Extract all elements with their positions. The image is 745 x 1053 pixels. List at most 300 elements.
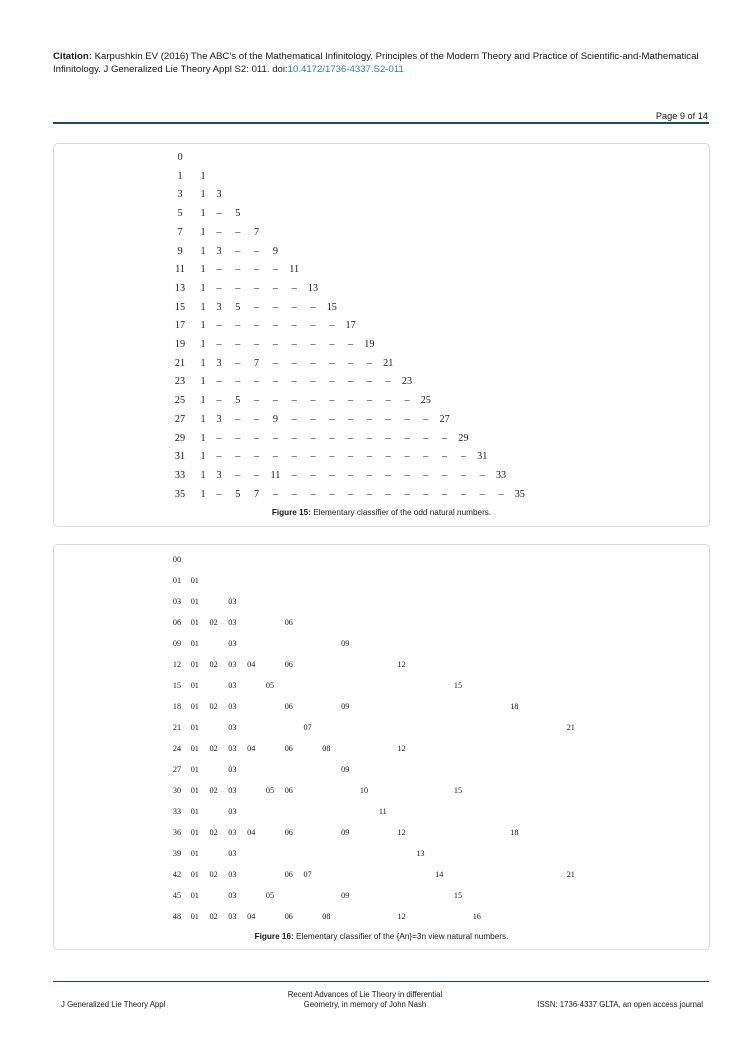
figure-15-caption-label: Figure 15: — [271, 508, 311, 517]
divisor-cell: 06 — [284, 618, 293, 627]
table-cell: – — [235, 264, 241, 276]
figure-15-caption — [54, 508, 709, 517]
row-number: 3 — [177, 189, 183, 201]
table-cell: 1 — [200, 170, 206, 182]
table-cell: – — [235, 376, 241, 388]
table-cell: – — [254, 245, 260, 257]
divisor-cell: 11 — [378, 807, 387, 816]
divisor-cell: 02 — [209, 744, 218, 753]
table-cell: – — [404, 451, 410, 463]
table-cell: – — [366, 395, 372, 407]
divisor-cell: 03 — [228, 786, 237, 795]
divisor-cell: 01 — [190, 765, 199, 774]
footer-journal: J Generalized Lie Theory Appl — [61, 1000, 166, 1009]
row-number: 13 — [174, 282, 186, 294]
table-cell: – — [366, 469, 372, 481]
row-number: 09 — [172, 639, 182, 648]
table-cell: – — [235, 451, 241, 463]
table-cell: – — [385, 395, 391, 407]
table-cell: 1 — [200, 357, 206, 369]
divisor-cell: 03 — [228, 807, 237, 816]
row-number: 24 — [172, 744, 182, 753]
table-cell: – — [216, 282, 222, 294]
table-cell: – — [442, 469, 448, 481]
table-cell: – — [254, 432, 260, 444]
table-cell: – — [235, 432, 241, 444]
divisor-cell: 07 — [303, 723, 312, 732]
table-cell: 1 — [200, 245, 206, 257]
table-cell: – — [460, 488, 466, 500]
row-number: 15 — [174, 301, 186, 313]
figure-15 — [53, 143, 710, 527]
citation-label: Citation: — [53, 51, 92, 62]
table-cell: – — [235, 413, 241, 425]
divisor-cell: 01 — [190, 618, 199, 627]
table-cell: – — [291, 488, 297, 500]
table-cell: – — [216, 226, 222, 238]
table-cell: – — [442, 432, 448, 444]
table-cell: – — [291, 339, 297, 350]
table-cell: – — [404, 469, 410, 481]
table-cell: 1 — [200, 320, 206, 332]
table-cell: – — [216, 264, 222, 276]
table-cell: 1 — [200, 395, 206, 407]
row-number: 1 — [177, 170, 183, 182]
table-cell: 1 — [200, 413, 206, 425]
table-cell: – — [272, 376, 278, 388]
row-number: 00 — [172, 555, 182, 564]
table-cell: – — [235, 320, 241, 332]
table-cell: – — [216, 320, 222, 332]
figure-15-caption-text: Elementary classifier of the odd natural numbers. — [310, 508, 492, 517]
table-cell: – — [291, 469, 297, 481]
table-cell: – — [235, 226, 241, 238]
divisor-cell: 01 — [190, 702, 199, 711]
divisor-cell: 21 — [566, 870, 575, 879]
row-number: 11 — [175, 264, 185, 276]
divisor-cell: 10 — [359, 786, 369, 795]
divisor-cell: 01 — [190, 681, 199, 690]
table-cell: – — [404, 395, 410, 407]
table-cell: 5 — [235, 395, 241, 407]
divisor-cell: 15 — [453, 786, 463, 795]
table-cell: – — [291, 395, 297, 407]
table-cell: – — [460, 469, 466, 481]
table-cell: – — [272, 432, 278, 444]
table-cell: – — [291, 301, 297, 313]
row-number: 0 — [177, 152, 183, 163]
divisor-cell: 01 — [190, 597, 199, 606]
table-cell: – — [310, 413, 316, 425]
table-cell: 13 — [307, 282, 319, 294]
table-cell: 23 — [401, 376, 413, 388]
table-cell: – — [254, 451, 260, 463]
row-number: 35 — [174, 488, 186, 500]
table-cell: – — [254, 301, 260, 313]
table-cell: – — [442, 451, 448, 463]
table-cell: – — [310, 395, 316, 407]
table-cell: 1 — [200, 264, 206, 276]
table-cell: 3 — [216, 357, 222, 369]
row-number: 31 — [174, 451, 186, 463]
table-cell: 1 — [200, 339, 206, 350]
table-cell: – — [254, 339, 260, 350]
citation — [53, 50, 713, 76]
table-cell: – — [329, 488, 335, 500]
table-cell: – — [216, 488, 222, 500]
divisor-cell: 01 — [190, 807, 199, 816]
table-cell: 5 — [235, 301, 241, 313]
table-cell: – — [254, 413, 260, 425]
table-cell: – — [310, 432, 316, 444]
table-cell: 1 — [200, 189, 206, 201]
figure-16-caption-label: Figure 16: — [254, 932, 294, 941]
divisor-cell: 21 — [566, 723, 575, 732]
divisor-cell: 03 — [228, 828, 237, 837]
table-cell: – — [423, 413, 429, 425]
table-cell: – — [216, 376, 222, 388]
row-number: 21 — [174, 357, 186, 369]
divisor-cell: 06 — [284, 786, 293, 795]
table-cell: – — [254, 282, 260, 294]
table-cell: – — [329, 320, 335, 332]
divisor-cell: 03 — [228, 849, 237, 858]
table-cell: – — [423, 469, 429, 481]
table-cell: 1 — [200, 226, 206, 238]
table-cell: – — [310, 469, 316, 481]
divisor-cell: 15 — [453, 681, 463, 690]
divisor-cell: 03 — [228, 723, 237, 732]
divisor-cell: 06 — [284, 702, 293, 711]
table-cell: – — [385, 413, 391, 425]
divisor-cell: 01 — [190, 849, 199, 858]
table-cell: – — [235, 357, 241, 369]
row-number: 19 — [174, 339, 186, 350]
divisor-cell: 01 — [190, 660, 199, 669]
table-cell: – — [329, 395, 335, 407]
table-cell: – — [272, 451, 278, 463]
table-cell: – — [348, 432, 354, 444]
divisor-cell: 03 — [228, 702, 237, 711]
table-cell: – — [404, 432, 410, 444]
header-rule — [53, 122, 709, 124]
table-cell: – — [235, 339, 241, 350]
table-cell: – — [385, 376, 391, 388]
table-cell: 19 — [364, 339, 375, 350]
table-cell: 29 — [458, 432, 469, 444]
table-cell: – — [310, 320, 316, 332]
divisor-cell: 02 — [209, 786, 218, 795]
divisor-cell: 13 — [416, 849, 425, 858]
divisor-cell: 01 — [190, 912, 199, 921]
divisor-cell: 04 — [247, 660, 256, 669]
table-cell: – — [366, 488, 372, 500]
table-cell: – — [348, 413, 354, 425]
table-cell: 11 — [270, 469, 281, 481]
row-number: 23 — [174, 376, 186, 388]
divisor-cell: 09 — [341, 765, 350, 774]
table-cell: – — [272, 488, 278, 500]
divisor-cell: 06 — [284, 744, 293, 753]
table-cell: – — [291, 357, 297, 369]
table-cell: – — [254, 469, 260, 481]
table-cell: 7 — [254, 226, 260, 238]
divisor-cell: 02 — [209, 870, 218, 879]
row-number: 9 — [177, 245, 183, 257]
row-number: 48 — [172, 912, 182, 921]
table-cell: 3 — [216, 413, 222, 425]
divisor-cell: 05 — [265, 891, 275, 900]
divisor-cell: 02 — [209, 828, 218, 837]
table-cell: 1 — [200, 451, 206, 463]
divisor-cell: 03 — [228, 681, 237, 690]
table-cell: – — [235, 469, 241, 481]
table-cell: – — [348, 451, 354, 463]
table-cell: – — [348, 488, 354, 500]
divisor-cell: 02 — [209, 702, 218, 711]
divisor-cell: 12 — [397, 660, 406, 669]
divisor-cell: 06 — [284, 660, 293, 669]
table-cell: 11 — [289, 264, 300, 276]
table-cell: 5 — [235, 488, 241, 500]
table-cell: – — [366, 376, 372, 388]
divisor-cell: 03 — [228, 870, 237, 879]
divisor-cell: 01 — [190, 576, 199, 585]
divisor-cell: 12 — [397, 828, 406, 837]
divisor-cell: 12 — [397, 912, 406, 921]
footer-issue-title: Recent Advances of Lie Theory in differential Geometry, in memory of John Nash — [287, 990, 443, 1009]
divisor-cell: 18 — [510, 828, 519, 837]
table-cell: – — [272, 357, 278, 369]
table-cell: 5 — [235, 208, 241, 220]
table-cell: – — [216, 451, 222, 463]
footer-rule — [53, 981, 709, 982]
table-cell: – — [479, 469, 485, 481]
divisor-cell: 08 — [322, 912, 331, 921]
divisor-cell: 12 — [397, 744, 406, 753]
table-cell: – — [216, 339, 222, 350]
table-cell: 15 — [326, 301, 337, 313]
divisor-cell: 04 — [247, 912, 256, 921]
row-number: 5 — [177, 208, 183, 220]
divisor-cell: 06 — [284, 912, 293, 921]
table-cell: – — [272, 320, 278, 332]
divisor-cell: 01 — [190, 891, 199, 900]
table-cell: – — [348, 376, 354, 388]
table-cell: 1 — [200, 469, 206, 481]
table-cell: 27 — [439, 413, 450, 425]
table-cell: – — [310, 488, 316, 500]
table-cell: 35 — [514, 488, 525, 500]
table-cell: 3 — [216, 469, 222, 481]
table-cell: – — [329, 432, 335, 444]
divisor-cell: 09 — [341, 891, 350, 900]
table-cell: – — [348, 395, 354, 407]
table-cell: – — [329, 469, 335, 481]
divisor-cell: 02 — [209, 660, 218, 669]
divisor-cell: 18 — [510, 702, 519, 711]
divisor-cell: 09 — [341, 702, 350, 711]
table-cell: – — [216, 395, 222, 407]
table-cell: 3 — [216, 189, 222, 201]
table-cell: 1 — [200, 432, 206, 444]
table-cell: – — [329, 339, 335, 350]
table-cell: – — [385, 451, 391, 463]
table-cell: – — [404, 488, 410, 500]
table-cell: – — [348, 339, 354, 350]
table-cell: – — [291, 451, 297, 463]
table-cell: – — [385, 488, 391, 500]
divisor-cell: 03 — [228, 765, 237, 774]
table-cell: 7 — [254, 488, 260, 500]
table-cell: – — [216, 432, 222, 444]
divisor-cell: 01 — [190, 723, 199, 732]
row-number: 42 — [172, 870, 182, 879]
table-cell: 7 — [254, 357, 260, 369]
table-cell: – — [216, 208, 222, 220]
table-cell: 25 — [420, 395, 431, 407]
table-cell: – — [254, 320, 260, 332]
divisor-cell: 06 — [284, 828, 293, 837]
table-cell: – — [272, 339, 278, 350]
table-cell: 31 — [477, 451, 488, 463]
table-cell: – — [254, 264, 260, 276]
divisor-cell: 02 — [209, 912, 218, 921]
table-cell: – — [366, 357, 372, 369]
table-cell: – — [366, 413, 372, 425]
table-cell: – — [235, 245, 241, 257]
table-cell: 21 — [383, 357, 394, 369]
divisor-cell: 03 — [228, 639, 237, 648]
footer-issn: ISSN: 1736-4337 GLTA, an open access journal — [537, 1000, 703, 1009]
table-cell: – — [385, 432, 391, 444]
table-cell: – — [291, 282, 297, 294]
divisor-cell: 01 — [190, 639, 199, 648]
figure-16-caption — [54, 932, 709, 941]
table-cell: – — [272, 301, 278, 313]
row-number: 12 — [172, 660, 182, 669]
table-cell: 3 — [216, 245, 222, 257]
table-cell: 1 — [200, 376, 206, 388]
table-cell: – — [460, 451, 466, 463]
divisor-cell: 14 — [435, 870, 444, 879]
table-cell: – — [423, 432, 429, 444]
table-cell: – — [310, 451, 316, 463]
table-cell: – — [310, 301, 316, 313]
row-number: 06 — [172, 618, 182, 627]
table-cell: – — [329, 357, 335, 369]
table-cell: – — [348, 357, 354, 369]
divisor-cell: 03 — [228, 744, 237, 753]
table-cell: – — [329, 413, 335, 425]
table-cell: – — [423, 451, 429, 463]
divisor-cell: 03 — [228, 618, 237, 627]
table-cell: 3 — [216, 301, 222, 313]
divisor-cell: 04 — [247, 828, 256, 837]
row-number: 33 — [172, 807, 182, 816]
table-cell: – — [310, 339, 316, 350]
divisor-cell: 01 — [190, 744, 199, 753]
table-cell: 1 — [200, 208, 206, 220]
divisor-cell: 07 — [303, 870, 312, 879]
divisor-cell: 06 — [284, 870, 293, 879]
row-number: 21 — [172, 723, 182, 732]
row-number: 39 — [172, 849, 182, 858]
divisor-cell: 05 — [265, 786, 275, 795]
table-cell: – — [348, 469, 354, 481]
row-number: 17 — [174, 320, 186, 332]
table-cell: 9 — [272, 245, 278, 257]
row-number: 33 — [174, 469, 186, 481]
table-cell: – — [442, 488, 448, 500]
table-cell: – — [291, 413, 297, 425]
table-cell: – — [272, 264, 278, 276]
table-cell: – — [498, 488, 504, 500]
table-cell: – — [329, 451, 335, 463]
divisor-cell: 09 — [341, 828, 350, 837]
divisor-cell: 03 — [228, 912, 237, 921]
table-cell: 9 — [272, 413, 278, 425]
table-cell: – — [479, 488, 485, 500]
divisor-cell: 04 — [247, 744, 256, 753]
row-number: 25 — [174, 395, 186, 407]
divisor-cell: 09 — [341, 639, 350, 648]
divisor-cell: 01 — [190, 828, 199, 837]
row-number: 45 — [172, 891, 182, 900]
table-cell: 1 — [200, 282, 206, 294]
row-number: 29 — [174, 432, 186, 444]
row-number: 03 — [172, 597, 182, 606]
table-cell: – — [423, 488, 429, 500]
table-cell: – — [404, 413, 410, 425]
divisor-cell: 05 — [265, 681, 275, 690]
table-cell: – — [310, 376, 316, 388]
divisor-cell: 03 — [228, 597, 237, 606]
row-number: 01 — [172, 576, 182, 585]
divisor-cell: 03 — [228, 660, 237, 669]
row-number: 27 — [174, 413, 186, 425]
table-cell: – — [254, 376, 260, 388]
table-cell: – — [310, 357, 316, 369]
table-cell: – — [366, 432, 372, 444]
divisor-cell: 02 — [209, 618, 218, 627]
doi-link[interactable]: 10.4172/1736-4337.S2-011 — [287, 64, 404, 75]
figure-16-caption-text: Elementary classifier of the {An}=3n view natural numbers. — [293, 932, 509, 941]
divisor-cell: 15 — [453, 891, 463, 900]
table-cell: – — [385, 469, 391, 481]
table-cell: – — [272, 282, 278, 294]
page-number: Page 9 of 14 — [655, 111, 708, 121]
citation-text: Karpushkin EV (2016) The ABC’s of the Mathematical Infinitology. Principles of the Modern Theory and Practice of Scientific-and-Mathematical Infinitology. J Generalized Lie Theory Appl S2: 011. doi: — [53, 51, 699, 75]
table-cell: 1 — [200, 301, 206, 313]
table-cell: – — [366, 451, 372, 463]
table-cell: – — [272, 395, 278, 407]
divisor-cell: 08 — [322, 744, 331, 753]
table-cell: 17 — [345, 320, 356, 332]
row-number: 27 — [172, 765, 182, 774]
table-cell: – — [291, 320, 297, 332]
table-cell: 1 — [200, 488, 206, 500]
divisor-cell: 16 — [472, 912, 481, 921]
table-cell: – — [291, 432, 297, 444]
row-number: 36 — [172, 828, 182, 837]
table-cell: – — [235, 282, 241, 294]
divisor-cell: 01 — [190, 870, 199, 879]
table-cell: 33 — [495, 469, 507, 481]
divisor-cell: 01 — [190, 786, 199, 795]
row-number: 7 — [177, 226, 183, 238]
table-cell: – — [254, 395, 260, 407]
